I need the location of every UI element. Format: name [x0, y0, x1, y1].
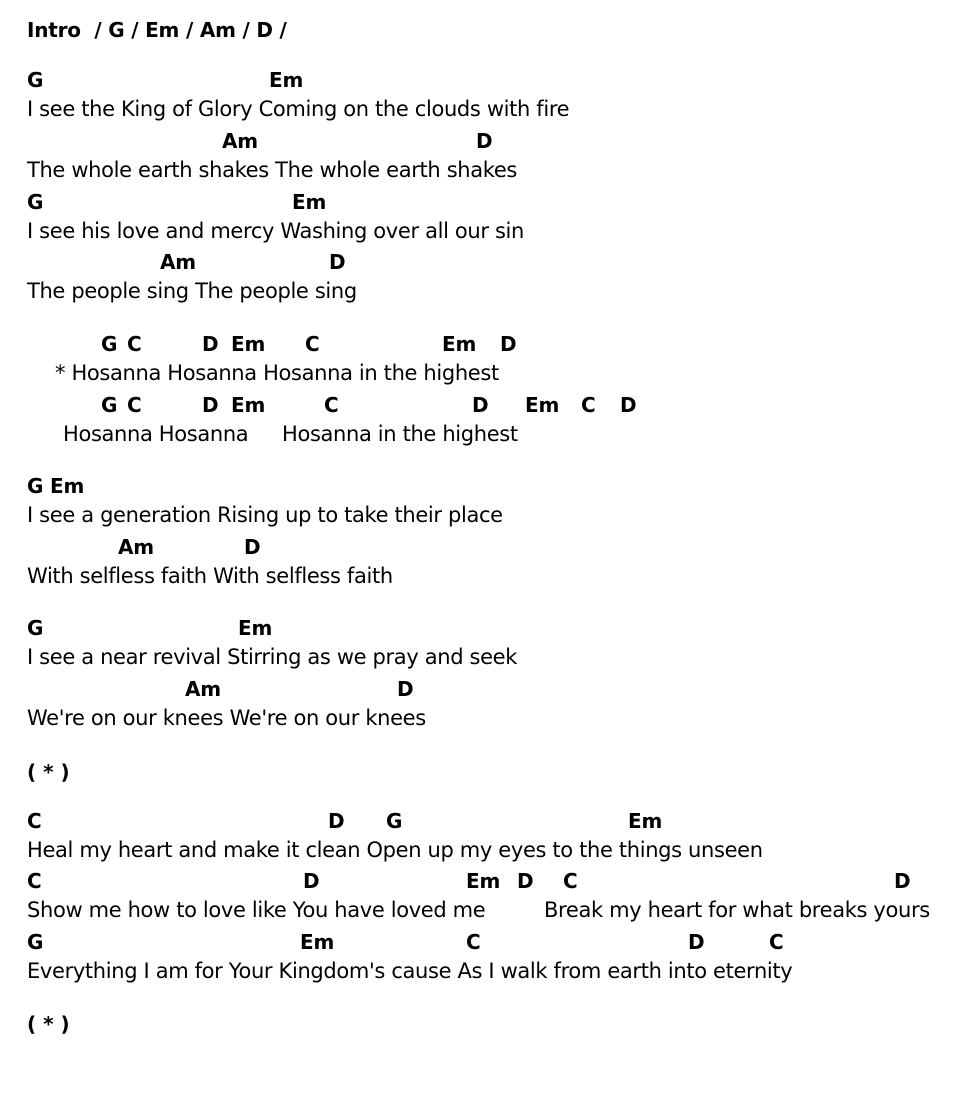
- lyric-line: Heal my heart and make it clean Open up my eyes to the things unseen: [27, 838, 763, 862]
- lyric-line: We're on our knees We're on our knees: [27, 706, 426, 730]
- chord: C: [127, 332, 142, 356]
- chord: G: [27, 68, 44, 92]
- chord: D: [476, 129, 493, 153]
- chord: C: [27, 809, 42, 833]
- lyric-line: * Hosanna Hosanna Hosanna in the highest: [55, 361, 499, 385]
- chord: Em: [231, 393, 266, 417]
- chord: G: [386, 809, 403, 833]
- chord: Em: [269, 68, 304, 92]
- chord: C: [305, 332, 320, 356]
- lyric-line: I see the King of Glory Coming on the clouds with fire: [27, 97, 570, 121]
- chord: D: [894, 869, 911, 893]
- lyric-line: Break my heart for what breaks yours: [544, 898, 930, 922]
- chord: C: [466, 930, 481, 954]
- chord: D: [202, 332, 219, 356]
- chord: C: [127, 393, 142, 417]
- chord: Am: [118, 535, 154, 559]
- chord: G: [101, 332, 118, 356]
- chord: C: [563, 869, 578, 893]
- chord: D: [620, 393, 637, 417]
- chord: D: [303, 869, 320, 893]
- chord: Em: [292, 190, 327, 214]
- chord: Em: [300, 930, 335, 954]
- chord: Em: [466, 869, 501, 893]
- chord: D: [244, 535, 261, 559]
- chord: Em: [231, 332, 266, 356]
- lyric-line: Everything I am for Your Kingdom's cause As I walk from earth into eternity: [27, 959, 793, 983]
- chord: G Em: [27, 474, 85, 498]
- lyric-line: With selfless faith With selfless faith: [27, 564, 393, 588]
- chord: Em: [628, 809, 663, 833]
- lyric-line: Hosanna in the highest: [282, 422, 518, 446]
- chord: D: [329, 250, 346, 274]
- chord: C: [27, 869, 42, 893]
- chord: Am: [185, 677, 221, 701]
- intro-line: Intro / G / Em / Am / D /: [27, 18, 287, 42]
- chord: G: [27, 190, 44, 214]
- chord: Em: [442, 332, 477, 356]
- chord: D: [202, 393, 219, 417]
- repeat-chorus-marker: ( * ): [27, 760, 70, 784]
- lyric-line: I see a generation Rising up to take their place: [27, 503, 503, 527]
- chord: Am: [222, 129, 258, 153]
- chord: D: [397, 677, 414, 701]
- chord: C: [324, 393, 339, 417]
- lyric-line: Show me how to love like You have loved me: [27, 898, 486, 922]
- lyric-line: I see his love and mercy Washing over all our sin: [27, 219, 524, 243]
- chord: C: [769, 930, 784, 954]
- chord: Em: [238, 616, 273, 640]
- chord: Am: [160, 250, 196, 274]
- chord: Em: [525, 393, 560, 417]
- lyric-line: The people sing The people sing: [27, 279, 357, 303]
- repeat-chorus-marker: ( * ): [27, 1012, 70, 1036]
- chord: D: [500, 332, 517, 356]
- chord: D: [328, 809, 345, 833]
- lyric-line: I see a near revival Stirring as we pray and seek: [27, 645, 518, 669]
- chord: G: [27, 616, 44, 640]
- chord: G: [27, 930, 44, 954]
- chord: D: [688, 930, 705, 954]
- chord: D: [517, 869, 534, 893]
- lyric-line: Hosanna Hosanna: [63, 422, 249, 446]
- chord: D: [472, 393, 489, 417]
- lyric-line: The whole earth shakes The whole earth shakes: [27, 158, 517, 182]
- chord: C: [581, 393, 596, 417]
- chord: G: [101, 393, 118, 417]
